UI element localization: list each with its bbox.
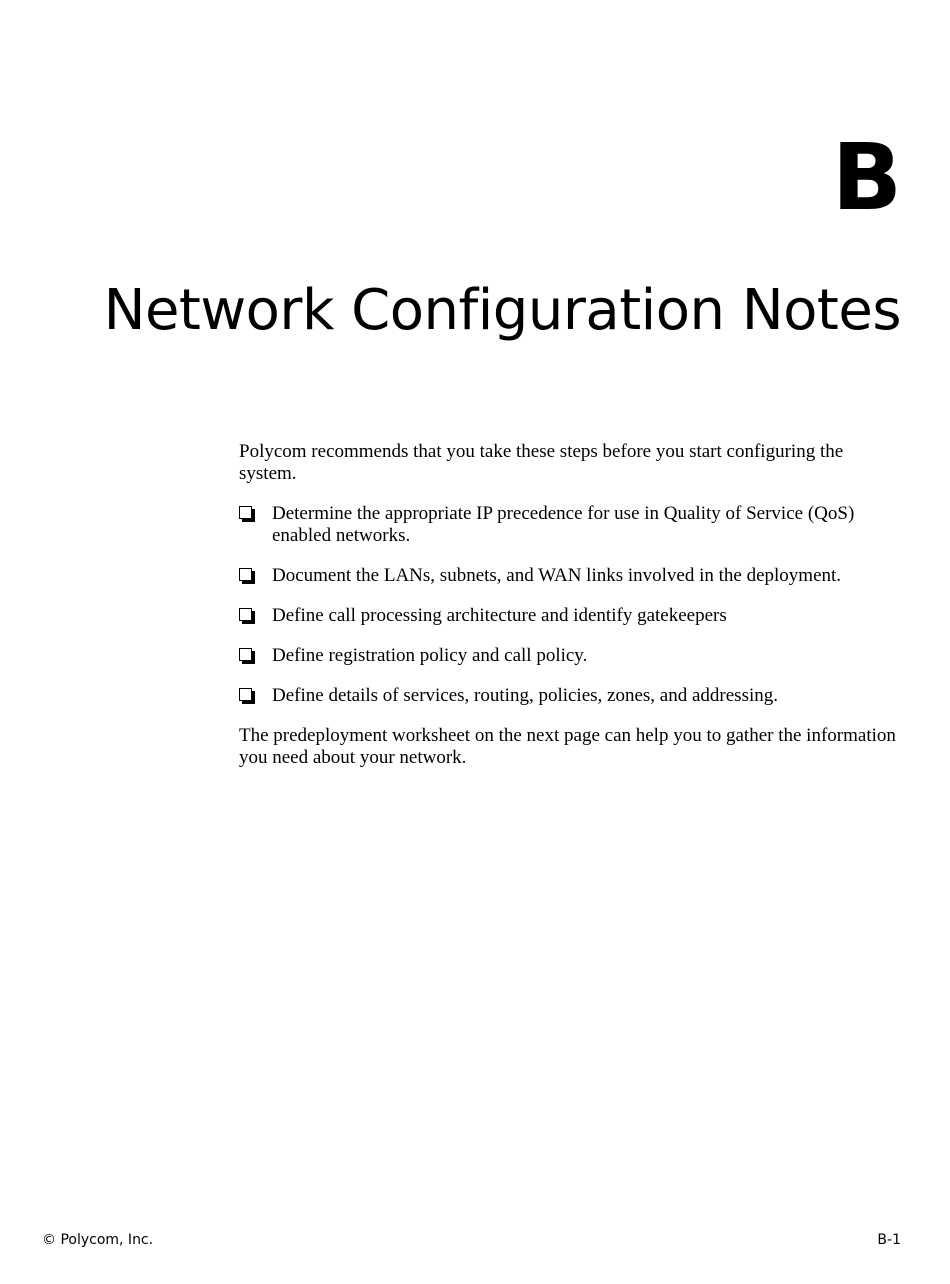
list-item xyxy=(239,503,899,547)
steps-checklist xyxy=(239,503,899,707)
checkbox-icon xyxy=(239,648,252,661)
list-item xyxy=(239,565,899,587)
footer-copyright: © Polycom, Inc. xyxy=(42,1232,154,1248)
checkbox-icon xyxy=(239,568,252,581)
chapter-letter: B xyxy=(831,124,902,231)
checkbox-icon xyxy=(239,688,252,701)
list-item-text: Define registration policy and call policy. xyxy=(272,645,588,666)
list-item xyxy=(239,685,899,707)
list-item-text: Define details of services, routing, policies, zones, and addressing. xyxy=(272,685,778,706)
footer-page-number: B-1 xyxy=(877,1232,901,1248)
intro-paragraph: Polycom recommends that you take these steps before you start configuring the system. xyxy=(239,441,844,484)
list-item-text: Determine the appropriate IP precedence for use in Quality of Service (QoS) enabled networks. xyxy=(272,503,855,546)
list-item-text: Document the LANs, subnets, and WAN links involved in the deployment. xyxy=(272,565,842,586)
body-content xyxy=(239,441,899,769)
page-title: Network Configuration Notes xyxy=(103,278,901,343)
list-item-text: Define call processing architecture and identify gatekeepers xyxy=(272,605,727,626)
list-item xyxy=(239,645,899,667)
list-item xyxy=(239,605,899,627)
closing-paragraph: The predeployment worksheet on the next page can help you to gather the information you need about your network. xyxy=(239,725,896,768)
checkbox-icon xyxy=(239,608,252,621)
checkbox-icon xyxy=(239,506,252,519)
